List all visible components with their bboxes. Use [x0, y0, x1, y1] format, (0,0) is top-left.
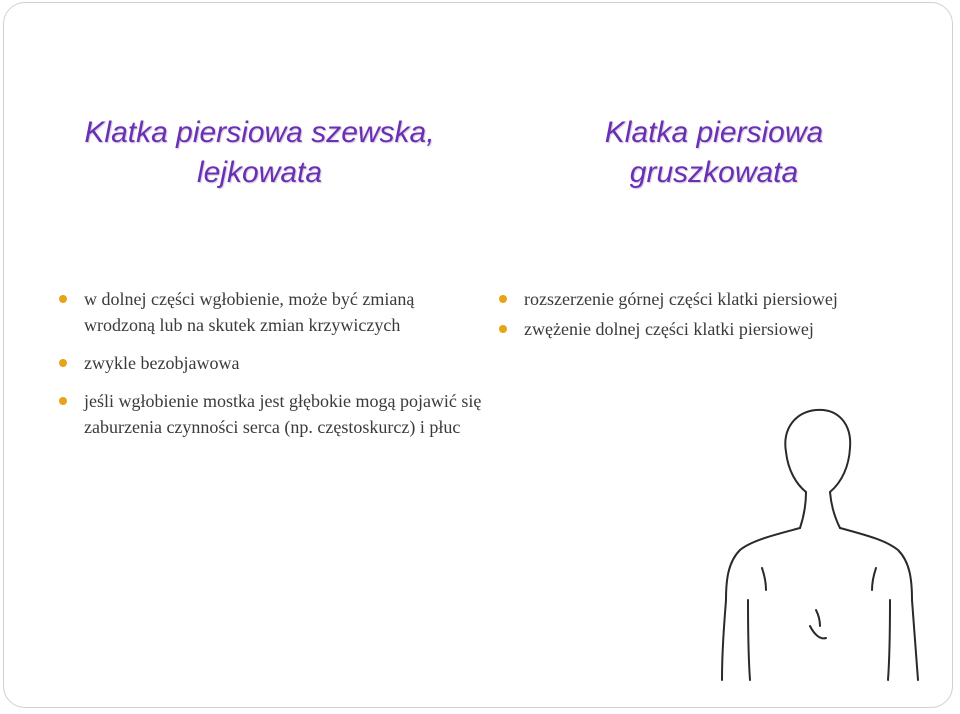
bullet-dot-icon	[499, 325, 507, 333]
right-title-line-1: Klatka piersiowa	[604, 116, 824, 149]
bullet-text: zwężenie dolnej części klatki piersiowej	[524, 319, 814, 339]
right-title	[514, 113, 914, 193]
bullet-text: jeśli wgłobienie mostka jest głębokie mogą pojawić się zaburzenia czynności serca (np. częstoskurcz) i płuc	[84, 391, 482, 437]
list-item	[496, 286, 936, 312]
left-bullet-list	[56, 286, 486, 452]
bullet-dot-icon	[499, 295, 507, 303]
bullet-dot-icon	[59, 397, 67, 405]
list-item	[496, 316, 936, 342]
bullet-dot-icon	[59, 359, 67, 367]
list-item	[56, 350, 486, 376]
left-title	[42, 113, 477, 193]
right-title-line-2: gruszkowata	[629, 156, 799, 189]
left-title-line-1: Klatka piersiowa szewska,	[84, 116, 435, 149]
bullet-text: rozszerzenie górnej części klatki piersiowej	[524, 289, 838, 309]
list-item	[56, 286, 486, 338]
right-bullet-list	[496, 286, 936, 346]
bullet-text: zwykle bezobjawowa	[84, 353, 240, 373]
left-title-line-2: lejkowata	[196, 156, 323, 189]
human-torso-outline-icon	[698, 404, 960, 684]
list-item	[56, 388, 486, 440]
bullet-text: w dolnej części wgłobienie, może być zmianą wrodzoną lub na skutek zmian krzywiczych	[84, 289, 415, 335]
bullet-dot-icon	[59, 295, 67, 303]
